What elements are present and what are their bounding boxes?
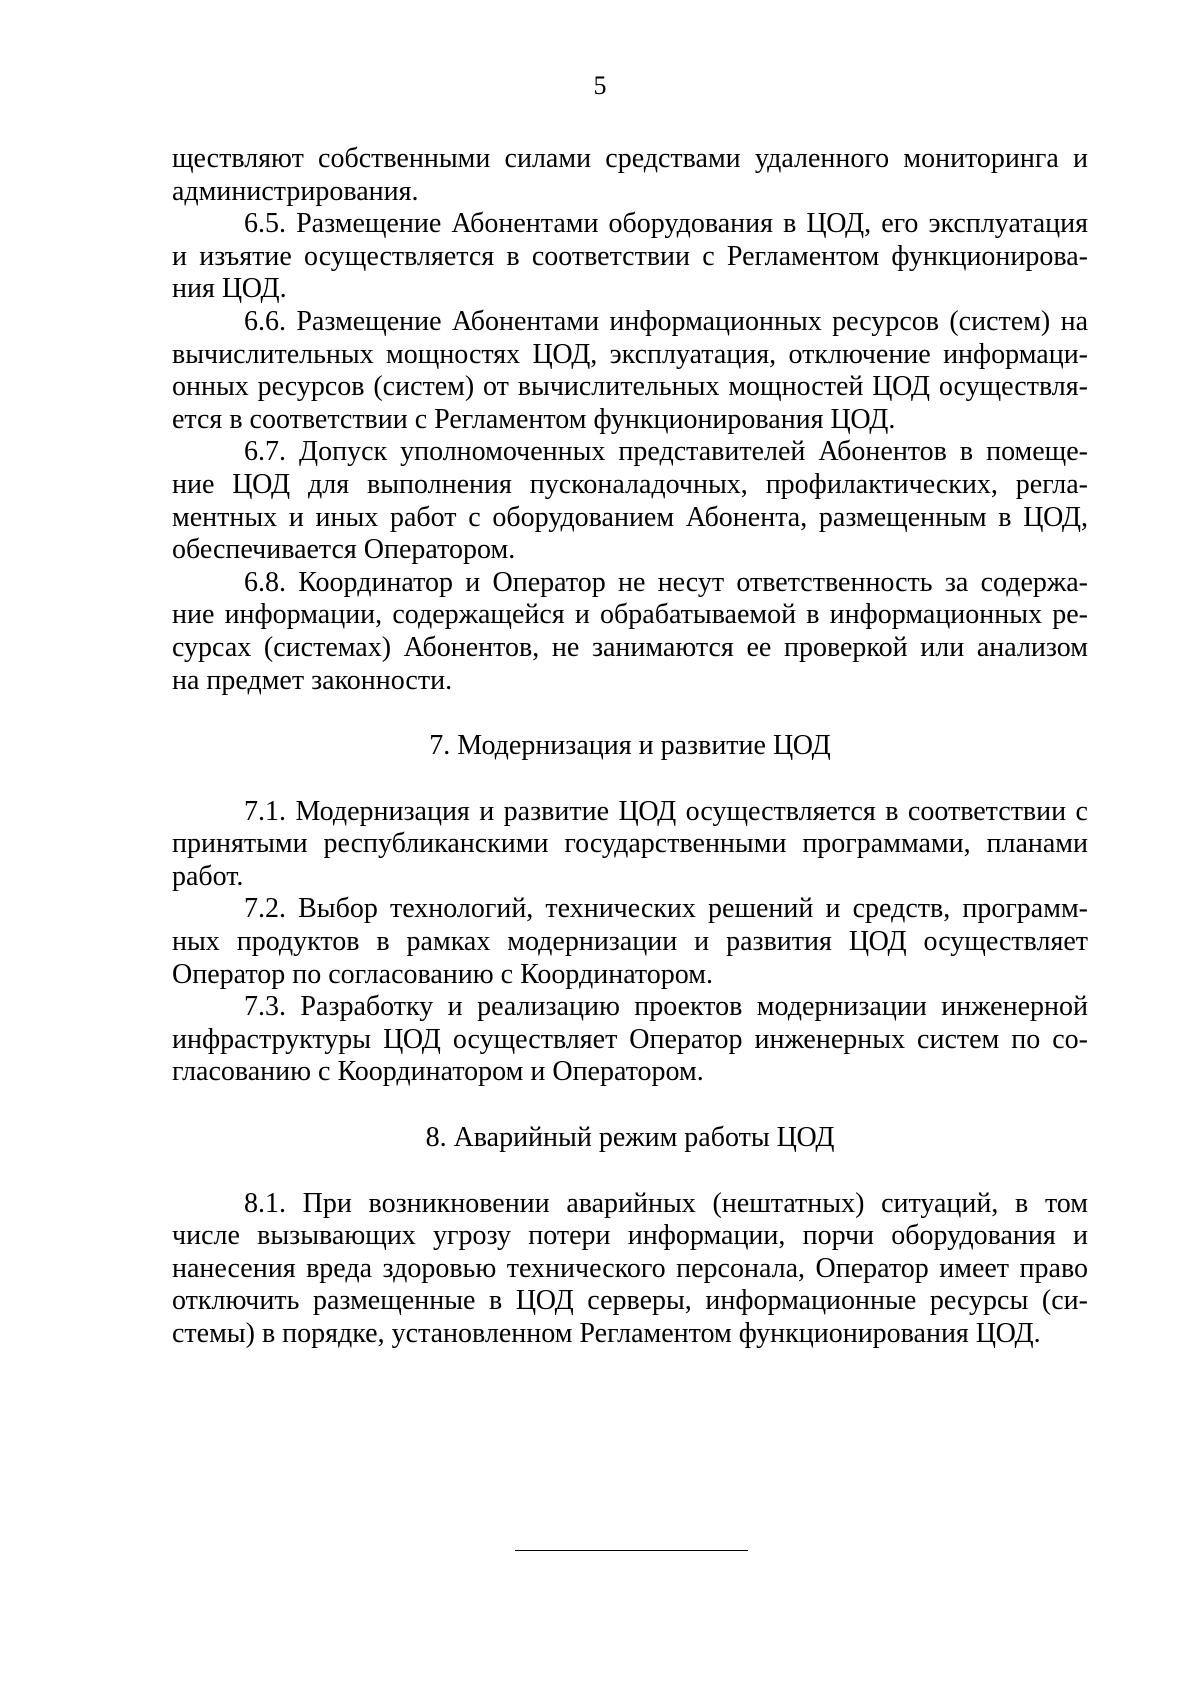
section-heading-8: 8. Аварийный режим работы ЦОД	[425, 1122, 835, 1154]
text-line: 6.8. Координатор и Оператор не несут ответственность за содержа-	[244, 566, 1088, 598]
text-line: ществляют собственными силами средствами удаленного мониторинга и	[172, 143, 1088, 174]
text-line: ных продуктов в рамках модернизации и развития ЦОД осуществляет	[172, 926, 1088, 958]
text-line: работ.	[172, 860, 244, 892]
paragraph-7-2	[172, 893, 1088, 991]
text-line: Оператор по согласованию с Координатором.	[172, 958, 713, 990]
text-line: и изъятие осуществляется в соответствии с Регламентом функционирова-	[172, 240, 1088, 272]
paragraph-6-5	[172, 208, 1088, 306]
text-line: числе вызывающих угрозу потери информации, порчи оборудования и	[172, 1220, 1088, 1252]
paragraph-6-8	[172, 567, 1088, 697]
text-line: 8.1. При возникновении аварийных (нештатных) ситуаций, в том	[244, 1187, 1088, 1219]
text-line: ния ЦОД.	[172, 273, 287, 305]
text-line: ние ЦОД для выполнения пусконаладочных, профилактических, регла-	[172, 468, 1088, 500]
text-line: стемы) в порядке, установленном Регламентом функционирования ЦОД.	[172, 1318, 1041, 1349]
text-line: 6.6. Размещение Абонентами информационных ресурсов (систем) на	[244, 305, 1088, 337]
text-line: онных ресурсов (систем) от вычислительных мощностей ЦОД осуществля-	[172, 371, 1088, 403]
footer-divider	[515, 1550, 748, 1551]
text-line: гласованию с Координатором и Оператором.	[172, 1056, 704, 1088]
text-line: ментных и иных работ с оборудованием Абонента, размещенным в ЦОД,	[172, 501, 1088, 533]
paragraph-6-6	[172, 306, 1088, 436]
text-line: нанесения вреда здоровью технического персонала, Оператор имеет право	[172, 1252, 1088, 1284]
paragraph-8-1	[172, 1188, 1088, 1351]
text-line: обеспечивается Оператором.	[172, 534, 516, 566]
text-line: администрирования.	[172, 175, 419, 207]
paragraph-6-7	[172, 436, 1088, 566]
document-body	[172, 143, 1088, 1351]
text-line: сурсах (системах) Абонентов, не занимаются ее проверкой или анализом	[172, 631, 1088, 663]
text-line: на предмет законности.	[172, 664, 453, 696]
text-line: ние информации, содержащейся и обрабатываемой в информационных ре-	[172, 599, 1088, 631]
text-line: 6.7. Допуск уполномоченных представителей Абонентов в помеще-	[244, 436, 1088, 468]
text-line: ется в соответствии с Регламентом функционирования ЦОД.	[172, 403, 896, 435]
text-line: 7.1. Модернизация и развитие ЦОД осуществляется в соответствии с	[244, 795, 1088, 827]
page-number: 5	[593, 71, 607, 100]
text-line: вычислительных мощностях ЦОД, эксплуатация, отключение информаци-	[172, 338, 1088, 370]
text-line: инфраструктуры ЦОД осуществляет Оператор инженерных систем по со-	[172, 1023, 1088, 1055]
text-line: отключить размещенные в ЦОД серверы, информационные ресурсы (си-	[172, 1285, 1088, 1317]
text-line: 7.3. Разработку и реализацию проектов модернизации инженерной	[244, 991, 1088, 1023]
paragraph-7-3	[172, 991, 1088, 1089]
paragraph-7-1	[172, 796, 1088, 894]
text-line: 7.2. Выбор технологий, технических решений и средств, программ-	[244, 893, 1088, 925]
section-heading-7: 7. Модернизация и развитие ЦОД	[429, 730, 831, 762]
continuation-paragraph	[172, 143, 1088, 208]
text-line: 6.5. Размещение Абонентами оборудования в ЦОД, его эксплуатация	[244, 208, 1088, 240]
text-line: принятыми республиканскими государственными программами, планами	[172, 828, 1088, 860]
